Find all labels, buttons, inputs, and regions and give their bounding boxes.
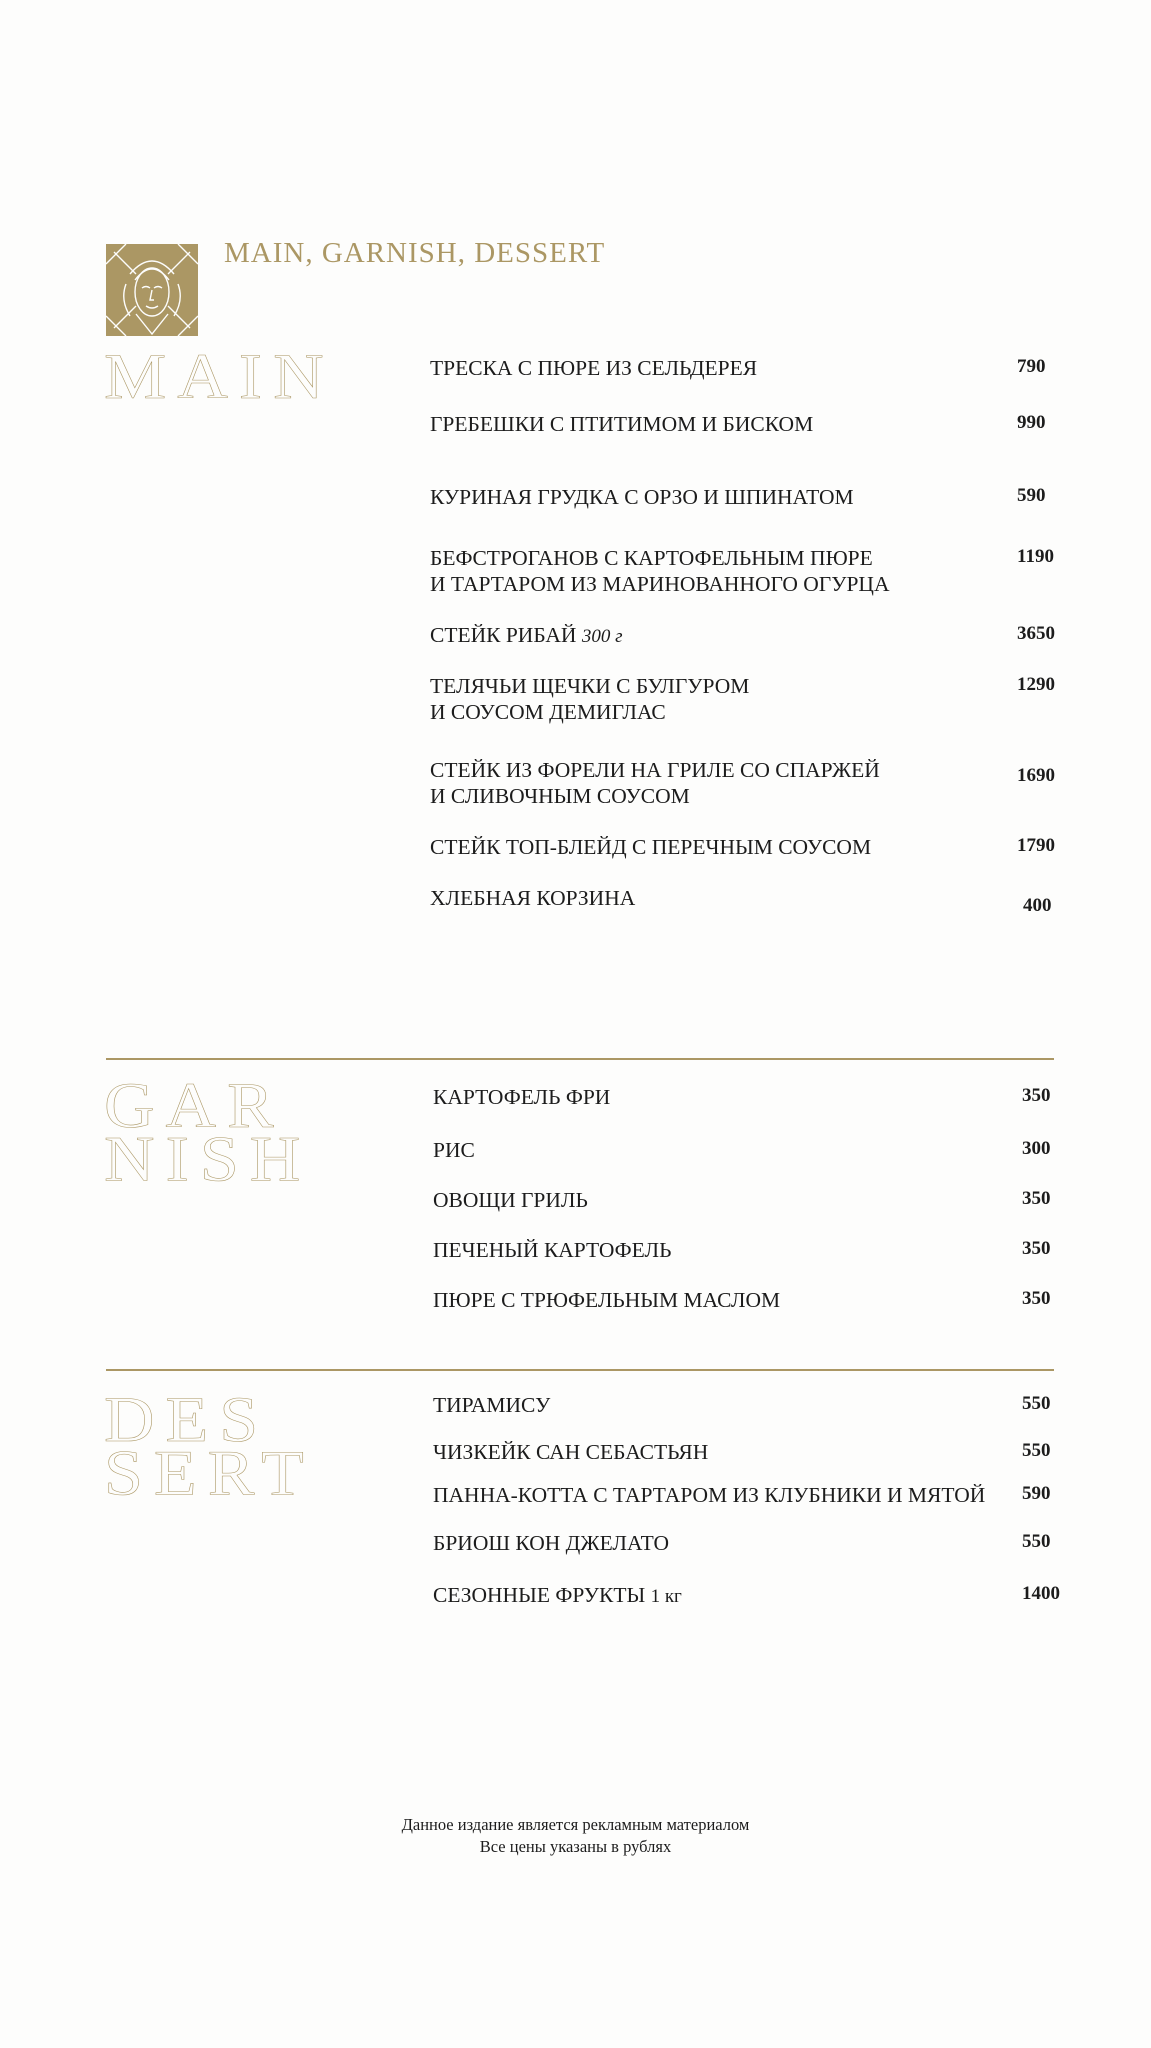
menu-item-price: 350 (1022, 1188, 1051, 1209)
menu-item-name: ТЕЛЯЧЬИ ЩЕЧКИ С БУЛГУРОМ (430, 674, 750, 698)
menu-item-name: КАРТОФЕЛЬ ФРИ (433, 1085, 611, 1109)
menu-item-name-line2: И ТАРТАРОМ ИЗ МАРИНОВАННОГО ОГУРЦА (430, 572, 890, 596)
menu-item-price: 1290 (1017, 674, 1055, 695)
menu-item-price: 350 (1022, 1288, 1051, 1309)
menu-item-price: 550 (1022, 1393, 1051, 1414)
section-title-main: MAIN (104, 341, 335, 413)
menu-item-price: 550 (1022, 1531, 1051, 1552)
menu-item-name: РИС (433, 1138, 475, 1162)
menu-item-name: ТРЕСКА С ПЮРЕ ИЗ СЕЛЬДЕРЕЯ (430, 356, 758, 380)
menu-item-name: ПЮРЕ С ТРЮФЕЛЬНЫМ МАСЛОМ (433, 1288, 781, 1312)
menu-item-price: 1690 (1017, 765, 1055, 786)
menu-item-name: ЧИЗКЕЙК САН СЕБАСТЬЯН (433, 1440, 709, 1464)
menu-header-title: MAIN, GARNISH, DESSERT (224, 237, 606, 269)
menu-item-name: ОВОЩИ ГРИЛЬ (433, 1188, 588, 1212)
footer-line-1: Данное издание является рекламным материалом (401, 1815, 750, 1834)
menu-item-price: 990 (1017, 412, 1046, 433)
menu-item-price: 1790 (1017, 835, 1055, 856)
menu-item-name: СТЕЙК ТОП-БЛЕЙД С ПЕРЕЧНЫМ СОУСОМ (430, 835, 872, 859)
section-divider (106, 1369, 1054, 1371)
menu-item-name: СТЕЙК РИБАЙ 300 г (430, 623, 623, 647)
menu-item-name: ТИРАМИСУ (433, 1393, 551, 1417)
menu-item-weight: 300 г (581, 626, 623, 647)
menu-item-name: ХЛЕБНАЯ КОРЗИНА (430, 886, 636, 910)
menu-item-price: 350 (1022, 1085, 1051, 1106)
footer-line-2: Все цены указаны в рублях (479, 1837, 672, 1856)
menu-item-price: 550 (1022, 1440, 1051, 1461)
menu-item-price: 1400 (1022, 1583, 1060, 1604)
section-title-dessert: DES SERT (104, 1384, 315, 1509)
menu-item-price: 590 (1017, 485, 1046, 506)
menu-item-price: 350 (1022, 1238, 1051, 1259)
menu-item-name: ПЕЧЕНЫЙ КАРТОФЕЛЬ (433, 1238, 672, 1262)
menu-item-name: СЕЗОННЫЕ ФРУКТЫ 1 кг (433, 1583, 682, 1607)
menu-item-name-line2: И СЛИВОЧНЫМ СОУСОМ (430, 784, 690, 808)
menu-item-name: ГРЕБЕШКИ С ПТИТИМОМ И БИСКОМ (430, 412, 814, 436)
footer-note (0, 1814, 1151, 1858)
menu-item-name: БЕФСТРОГАНОВ С КАРТОФЕЛЬНЫМ ПЮРЕ (430, 546, 873, 570)
menu-item-weight: 1 кг (650, 1586, 682, 1607)
section-title-garnish: GAR NISH (104, 1070, 312, 1195)
menu-item-price: 3650 (1017, 623, 1055, 644)
medusa-face-logo-icon (106, 244, 198, 336)
menu-item-price: 300 (1022, 1138, 1051, 1159)
menu-item-name: БРИОШ КОН ДЖЕЛАТО (433, 1531, 670, 1555)
menu-item-price: 1190 (1017, 546, 1054, 567)
menu-item-name: КУРИНАЯ ГРУДКА С ОРЗО И ШПИНАТОМ (430, 485, 854, 509)
menu-item-price: 790 (1017, 356, 1046, 377)
menu-item-name-line2: И СОУСОМ ДЕМИГЛАС (430, 700, 666, 724)
menu-item-price: 400 (1023, 895, 1052, 916)
menu-item-price: 590 (1022, 1483, 1051, 1504)
menu-item-name: СТЕЙК ИЗ ФОРЕЛИ НА ГРИЛЕ СО СПАРЖЕЙ (430, 758, 880, 782)
menu-item-name: ПАННА-КОТТА С ТАРТАРОМ ИЗ КЛУБНИКИ И МЯТОЙ (433, 1483, 986, 1507)
section-divider (106, 1058, 1054, 1060)
